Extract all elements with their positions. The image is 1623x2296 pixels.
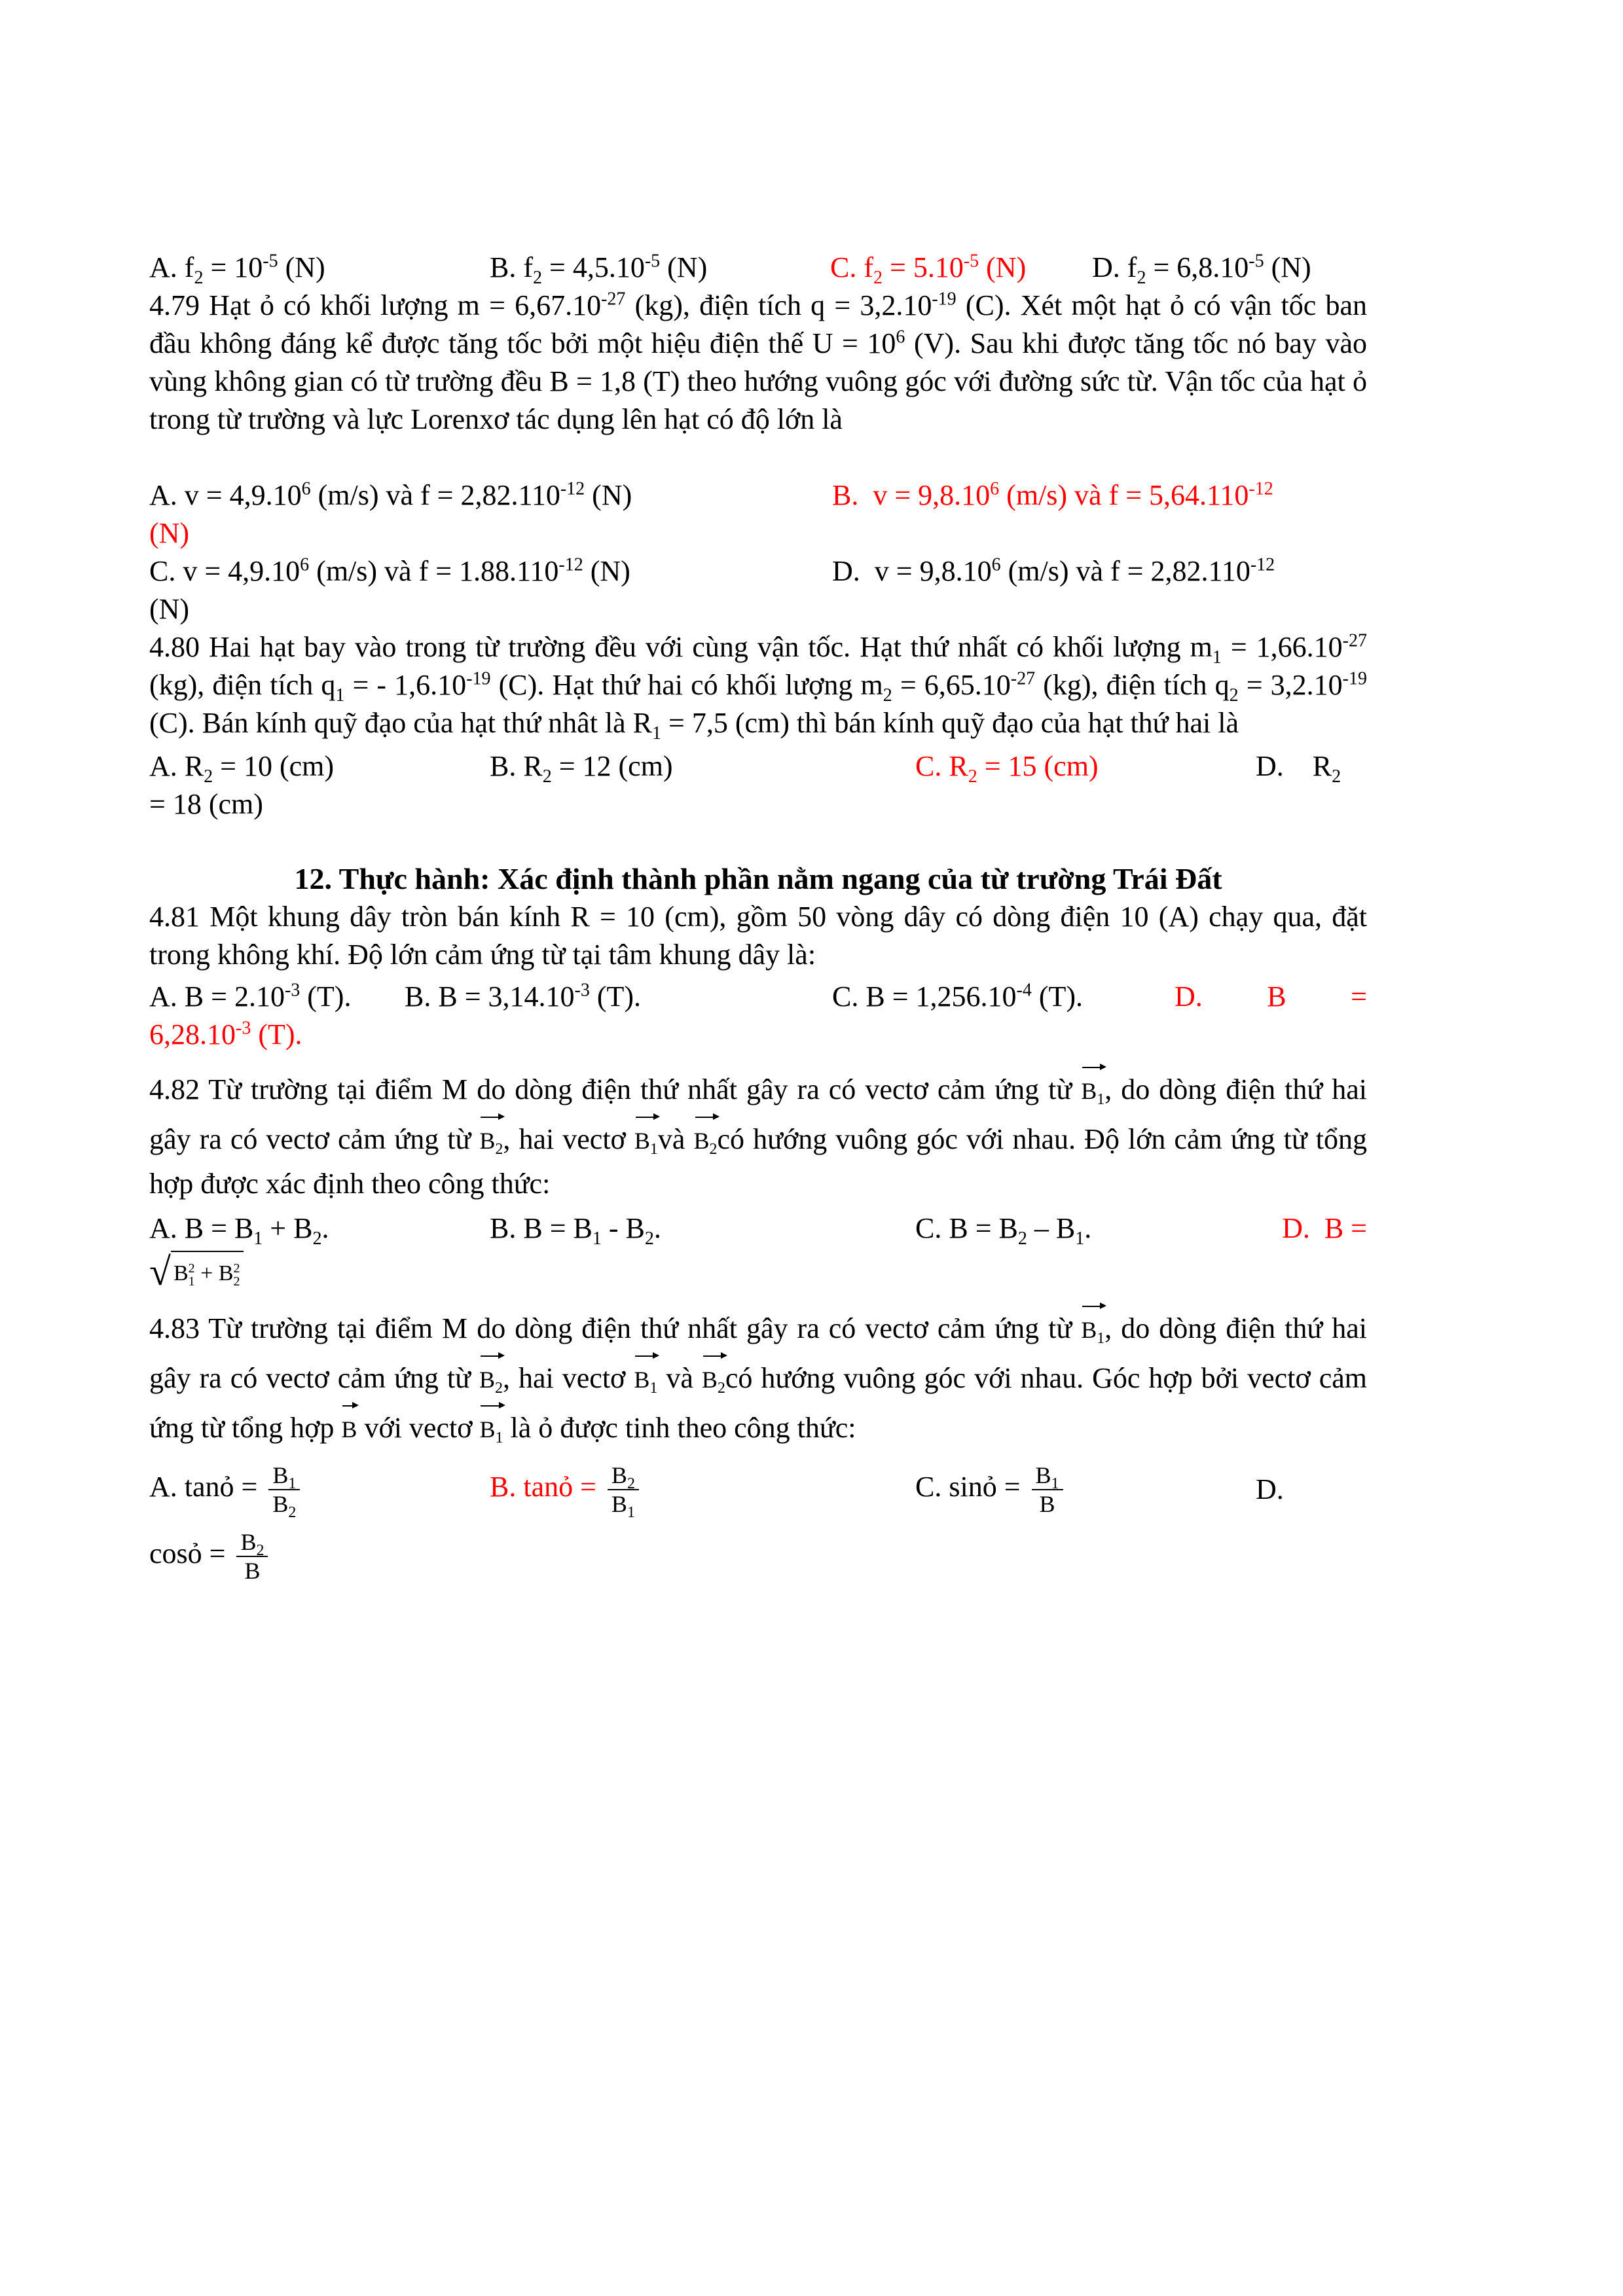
q79-option-c: C. $v = 4,9.10^6$ (m/s) và $f = 1.88.110^{-12}$ (N)	[149, 554, 630, 587]
q79-options-ab	[149, 476, 1367, 514]
q78-option-d: D. $f_2 = 6,8.10^{-5}$ (N)	[1092, 251, 1311, 288]
q83-option-d-formula: cosỏ = $\frac{B_2}{B}$	[149, 1528, 1367, 1585]
q81-option-a: A. $B = 2.10^{-3}$ (T).	[149, 980, 352, 1013]
vector-b: B	[341, 1401, 357, 1451]
q83-option-a: A. tanỏ = $\frac{B_1}{B_2}$	[149, 1462, 490, 1518]
q81-option-d-value: $6,28.10^{-3}$ (T).	[149, 1018, 302, 1050]
q79-options-cd	[149, 552, 1367, 590]
q78-options	[149, 249, 1367, 287]
q81-option-d: D. B =	[1175, 980, 1367, 1013]
q82-option-d: D. B =	[1282, 1212, 1367, 1244]
q80-question: 4.80 Hai hạt bay vào trong từ trường đều với cùng vận tốc. Hạt thứ nhất có khối lượng $m_1 = 1,66.10^{-27}$ (kg), điện tích $q_1$ = - $1,6.10^{-19}$ (C). Hạt thứ hai có khối lượng $m_2 = 6,65.10^{-27}$ (kg), điện tích $q_2 = 3,2.10^{-19}$ (C). Bán kính quỹ đạo của hạt thứ nhât là $R_1 = 7,5$ (cm) thì bán kính quỹ đạo của hạt thứ hai là	[149, 630, 1367, 744]
q80-option-c: C. $R_2 = 15$ (cm)	[915, 750, 1099, 787]
q81-options	[149, 978, 1367, 1016]
vector-b1: $B_1$	[479, 1401, 503, 1451]
q79-option-b-unit: (N)	[149, 517, 190, 549]
q83-option-c: C. sinỏ = $\frac{B_1}{B}$	[915, 1462, 1256, 1518]
q83-options	[149, 1462, 1367, 1522]
q83-option-b: B. tanỏ = $\frac{B_2}{B_1}$	[490, 1462, 915, 1518]
q81-question: 4.81 Một khung dây tròn bán kính R = 10 (cm), gồm 50 vòng dây có dòng điện 10 (A) chạy qua, đặt trong không khí. Độ lớn cảm ứng từ tại tâm khung dây là:	[149, 901, 1367, 971]
sqrt-formula: √ $B_1^2 + B_2^2$	[149, 1251, 244, 1293]
q82-options	[149, 1210, 1367, 1247]
q83-option-d: D.	[1256, 1473, 1284, 1505]
q81-option-c: C. $B = 1,256.10^{-4}$ (T).	[832, 980, 1084, 1013]
q82-question: 4.82 Từ trường tại điểm M do dòng điện thứ nhất gây ra có vectơ cảm ứng từ $B_1$, do dòng điện thứ hai gây ra có vectơ cảm ứng từ $B_2$, hai vectơ $B_1và$ $B_2có$ hướng vuông góc với nhau. Độ lớn cảm ứng từ tổng hợp được xác định theo công thức:	[149, 1063, 1367, 1206]
q82-option-a: A. $B = B_1 + B_2$.	[149, 1212, 329, 1249]
q78-option-c: C. $f_2 = 5.10^{-5}$ (N)	[830, 251, 1027, 288]
q80-options	[149, 747, 1367, 785]
document-page	[149, 249, 1367, 1585]
vector-b2: $B_2$	[694, 1113, 718, 1162]
vector-b2: $B_2$	[479, 1113, 503, 1162]
q79-option-a: A. $v = 4,9.10^6$ (m/s) và $f = 2,82.110^{-12}$ (N)	[149, 478, 632, 511]
vector-b1: $B_1$	[1081, 1302, 1104, 1352]
q80-option-d: D. $R_2$	[1256, 750, 1341, 787]
q80-option-d-value: = 18 (cm)	[149, 788, 263, 820]
vector-b2: $B_2$	[479, 1352, 503, 1401]
q78-option-a: A. $f_2 = 10^{-5}$ (N)	[149, 251, 325, 288]
q79-option-d: D. $v = 9,8.10^6$ (m/s) và $f = 2,82.110^{-12}$	[832, 554, 1275, 587]
q83-question: 4.83 Từ trường tại điểm M do dòng điện thứ nhất gây ra có vectơ cảm ứng từ $B_1$, do dòng điện thứ hai gây ra có vectơ cảm ứng từ $B_2$, hai vectơ $B_1$ và $B_2có$ hướng vuông góc với nhau. Góc hợp bởi vectơ cảm ứng từ tổng hợp B với vectơ $B_1$ là ỏ được tinh theo công thức:	[149, 1302, 1367, 1451]
q82-option-b: B. $B = B_1 - B_2$.	[490, 1212, 661, 1249]
vector-b1: $B_1$	[1081, 1063, 1104, 1113]
q79-question: 4.79 Hạt ỏ có khối lượng $m = 6,67.10^{-27}$ (kg), điện tích $q = 3,2.10^{-19}$ (C). Xét một hạt ỏ có vận tốc ban đầu không đáng kể được tăng tốc bởi một hiệu điện thế $U = 10^6$ (V). Sau khi được tăng tốc nó bay vào vùng không gian có từ trường đều B = 1,8 (T) theo hướng vuông góc với đường sức từ. Vận tốc của hạt ỏ trong từ trường và lực Lorenxơ tác dụng lên hạt có độ lớn là	[149, 289, 1367, 435]
section-title: 12. Thực hành: Xác định thành phần nằm ngang của từ trường Trái Đất	[294, 862, 1222, 895]
q80-option-b: B. $R_2 = 12$ (cm)	[490, 750, 673, 787]
vector-b2: $B_2$	[702, 1352, 725, 1401]
q79-option-b: B. $v = 9,8.10^6$ (m/s) và $f = 5,64.110^{-12}$	[832, 478, 1273, 511]
q82-option-d-formula	[149, 1250, 1367, 1293]
vector-b1: $B_1$	[634, 1113, 658, 1162]
q80-option-a: A. $R_2 = 10$ (cm)	[149, 750, 334, 787]
q79-option-d-unit: (N)	[149, 593, 190, 625]
q82-option-c: C. $B = B_2 - B_1$.	[915, 1212, 1092, 1249]
vector-b1: $B_1$	[634, 1352, 657, 1401]
q78-option-b: B. $f_2 = 4,5.10^{-5}$ (N)	[490, 251, 708, 288]
q81-option-b: B. $B = 3,14.10^{-3}$ (T).	[405, 980, 642, 1013]
